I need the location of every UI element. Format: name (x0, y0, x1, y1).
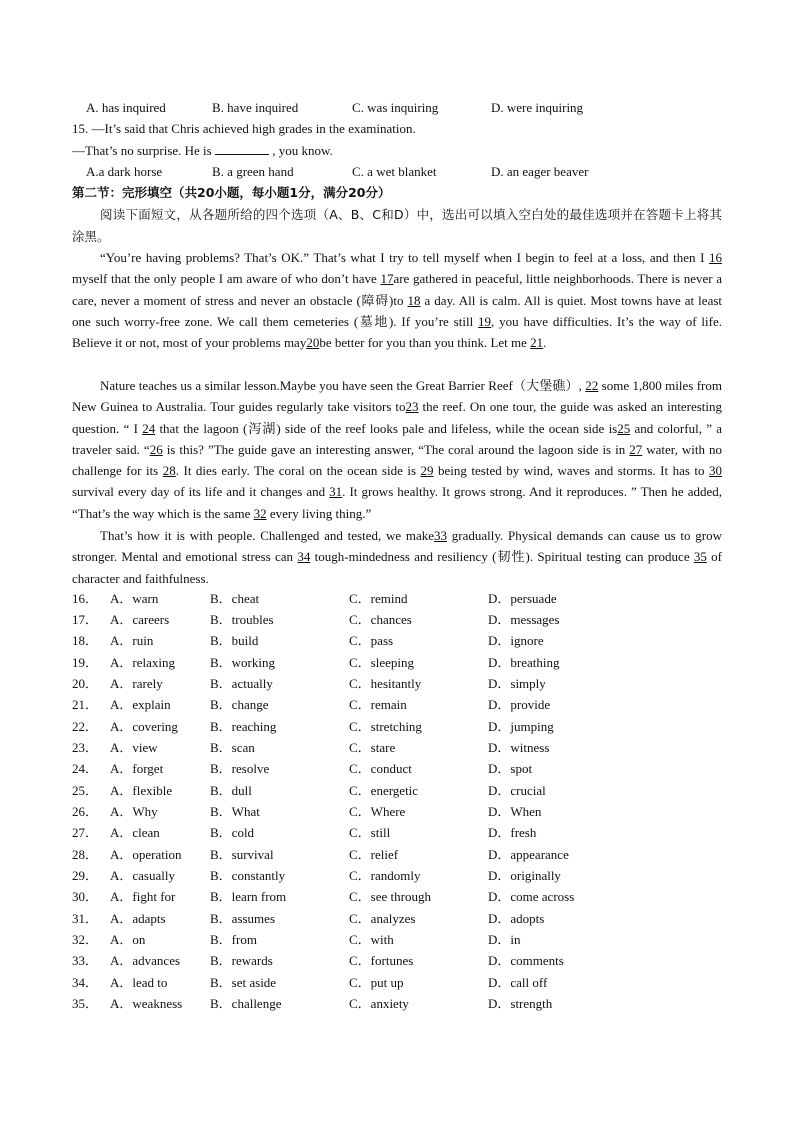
question-number: 35． (72, 996, 99, 1011)
option-c: C．stretching (349, 719, 422, 734)
blank-23: 23 (405, 399, 419, 415)
option-a: A．ruin (110, 633, 154, 648)
blank-33: 33 (434, 528, 448, 543)
question-row (72, 868, 732, 889)
option-b: B．troubles (210, 612, 274, 627)
option-d: D．fresh (488, 825, 537, 840)
passage-text: some 1,800 miles from New Guinea to Australia. Tour guides regularly take visitors to (72, 378, 722, 415)
question-row (72, 975, 732, 996)
option-b: B．change (210, 697, 269, 712)
option-a: A．relaxing (110, 655, 175, 670)
blank-29: 29 (420, 463, 434, 479)
option-c: C．put up (349, 975, 404, 990)
question-number: 17． (72, 612, 99, 627)
option-d: D．call off (488, 975, 548, 990)
q14-option-c: C. was inquiring (352, 100, 439, 115)
option-d: D．ignore (488, 633, 544, 648)
passage-text: That’s how it is with people. Challenged and tested, we make (100, 528, 435, 543)
question-row (72, 633, 732, 654)
option-a: A．flexible (110, 783, 173, 798)
blank-20: 20 (306, 335, 320, 351)
passage-text: water, with no challenge for its (72, 441, 722, 479)
option-d: D．persuade (488, 591, 557, 606)
question-number: 21． (72, 697, 99, 712)
passage-text: that the lagoon (泻湖) side of the reef looks pale and lifeless, while the ocean side is (155, 420, 618, 436)
passage-text: . It grows healthy. It grows strong. And it reproduces. ” Then he added, “That’s the way which is the same (72, 484, 722, 521)
blank-34: 34 (297, 549, 311, 565)
option-a: A．operation (110, 847, 182, 862)
question-row (72, 996, 732, 1017)
q14-option-a: A. has inquired (86, 100, 166, 115)
blank-19: 19 (478, 313, 492, 329)
question-number: 25． (72, 783, 99, 798)
option-b: B．What (210, 804, 260, 819)
passage-text: every living thing.” (266, 505, 372, 521)
question-number: 26． (72, 804, 99, 819)
option-c: C．sleeping (349, 655, 414, 670)
option-b: B．cheat (210, 591, 260, 606)
option-b: B．reaching (210, 719, 277, 734)
option-a: A．advances (110, 953, 181, 968)
blank-28: 28 (162, 463, 176, 479)
passage-text: are gathered in peaceful, little neighborhoods. There is never a care, never a moment of stress and never an obstacle (障碍)to (72, 271, 722, 308)
q15-option-c: C. a wet blanket (352, 164, 437, 179)
option-a: A．rarely (110, 676, 163, 691)
passage-text: being tested by wind, waves and storms. It has to (433, 463, 710, 479)
passage-text: be better for you than you think. Let me (319, 335, 531, 351)
question-row (72, 761, 732, 782)
option-d: D．comments (488, 953, 564, 968)
option-c: C．chances (349, 612, 412, 627)
option-a: A．on (110, 932, 146, 947)
option-c: C．stare (349, 740, 396, 755)
q15-option-b: B. a green hand (212, 164, 294, 179)
question-row (72, 847, 732, 868)
option-b: B．build (210, 633, 259, 648)
question-row (72, 612, 732, 633)
blank-26: 26 (149, 441, 163, 457)
option-a: A．fight for (110, 889, 176, 904)
option-a: A．view (110, 740, 158, 755)
option-c: C．remind (349, 591, 408, 606)
blank-17: 17 (380, 271, 394, 287)
option-b: B．rewards (210, 953, 273, 968)
option-b: B．resolve (210, 761, 270, 776)
option-a: A．forget (110, 761, 164, 776)
blank-35: 35 (693, 549, 707, 565)
passage-text: the reef. On one tour, the guide was asked an interesting question. “ I (72, 399, 723, 436)
question-number: 24． (72, 761, 99, 776)
question-row (72, 697, 732, 718)
option-c: C．anxiety (349, 996, 409, 1011)
passage-paragraph-3 (72, 525, 722, 589)
passage-text: is this? ”The guide gave an interesting answer, “The coral around the lagoon side is in (162, 441, 630, 457)
passage-text: of character and faithfulness. (72, 549, 722, 586)
question-number: 19． (72, 655, 99, 670)
blank-32: 32 (253, 505, 267, 521)
option-a: A．lead to (110, 975, 168, 990)
option-b: B．actually (210, 676, 273, 691)
blank-24: 24 (142, 420, 156, 436)
option-c: C．remain (349, 697, 407, 712)
option-b: B．assumes (210, 911, 276, 926)
option-a: A．careers (110, 612, 170, 627)
option-a: A．Why (110, 804, 158, 819)
blank-18: 18 (407, 292, 421, 308)
question-row (72, 783, 732, 804)
option-d: D．provide (488, 697, 551, 712)
question-number: 18． (72, 633, 99, 648)
question-row (72, 804, 732, 825)
option-d: D．When (488, 804, 542, 819)
option-a: A．clean (110, 825, 160, 840)
passage-text: , you have difficulties. It’s the way of life. Believe it or not, most of your problems may (72, 313, 722, 351)
blank-27: 27 (629, 441, 643, 457)
question-number: 32． (72, 932, 99, 947)
option-d: D．originally (488, 868, 561, 883)
section-instruction: 阅读下面短文，从各题所给的四个选项（A、B、C和D）中，选出可以填入空白处的最佳选项并在答题卡上将其涂黑。 (72, 207, 722, 244)
option-d: D．come across (488, 889, 575, 904)
option-b: B．constantly (210, 868, 286, 883)
option-d: D．simply (488, 676, 546, 691)
q15-option-d: D. an eager beaver (491, 164, 589, 179)
blank-30: 30 (709, 463, 723, 479)
option-d: D．witness (488, 740, 550, 755)
option-c: C．analyzes (349, 911, 416, 926)
passage-text: gradually. Physical demands can cause us to grow stronger. Mental and emotional stress can (72, 528, 722, 565)
option-b: B．cold (210, 825, 255, 840)
q15-reply-after: , you know. (272, 143, 333, 158)
question-row (72, 591, 732, 612)
question-row (72, 953, 732, 974)
passage-text: . (543, 335, 547, 351)
passage-paragraph-2 (72, 375, 722, 524)
question-row (72, 655, 732, 676)
blank-16: 16 (709, 250, 722, 265)
question-row (72, 889, 732, 910)
option-a: A．adapts (110, 911, 166, 926)
option-a: A．weakness (110, 996, 183, 1011)
question-row (72, 932, 732, 953)
option-a: A．covering (110, 719, 178, 734)
option-c: C．hesitantly (349, 676, 422, 691)
q15-reply-before: —That’s no surprise. He is (72, 143, 212, 158)
option-b: B．survival (210, 847, 274, 862)
q15-reply (72, 143, 333, 159)
option-c: C．see through (349, 889, 431, 904)
passage-text: tough-mindedness and resiliency (韧性). Spiritual testing can produce (310, 549, 694, 565)
q15-stem: 15. —It’s said that Chris achieved high grades in the examination. (72, 121, 416, 136)
q14-option-b: B. have inquired (212, 100, 299, 115)
option-d: D．strength (488, 996, 553, 1011)
option-c: C．randomly (349, 868, 421, 883)
question-number: 31． (72, 911, 99, 926)
option-d: D．in (488, 932, 521, 947)
option-b: B．dull (210, 783, 252, 798)
q14-option-d: D. were inquiring (491, 100, 584, 115)
passage-text: myself that the only people I am aware of who don’t have (72, 271, 381, 287)
question-number: 34． (72, 975, 99, 990)
passage-text: “You’re having problems? That’s OK.” That’s what I try to tell myself when I begin to feel at a loss, and then I (100, 250, 709, 265)
question-row (72, 676, 732, 697)
option-b: B．scan (210, 740, 255, 755)
option-d: D．adopts (488, 911, 545, 926)
option-b: B．challenge (210, 996, 282, 1011)
question-number: 33． (72, 953, 99, 968)
passage-text: survival every day of its life and it changes and (72, 484, 330, 500)
option-b: B．from (210, 932, 257, 947)
option-c: C．Where (349, 804, 406, 819)
option-d: D．crucial (488, 783, 546, 798)
question-number: 30． (72, 889, 99, 904)
option-a: A．casually (110, 868, 175, 883)
option-c: C．conduct (349, 761, 412, 776)
question-row (72, 740, 732, 761)
q15-blank (215, 143, 269, 155)
section-heading: 第二节：完形填空（共20小题，每小题1分，满分20分） (72, 185, 391, 200)
blank-31: 31 (329, 484, 343, 500)
question-row (72, 719, 732, 740)
question-number: 27． (72, 825, 99, 840)
option-d: D．breathing (488, 655, 560, 670)
option-c: C．fortunes (349, 953, 414, 968)
question-number: 23． (72, 740, 99, 755)
option-c: C．still (349, 825, 391, 840)
option-b: B．learn from (210, 889, 287, 904)
q15-option-a: A.a dark horse (86, 164, 163, 179)
option-c: C．pass (349, 633, 394, 648)
option-b: B．working (210, 655, 276, 670)
blank-22: 22 (585, 378, 599, 393)
question-number: 29． (72, 868, 99, 883)
option-c: C．energetic (349, 783, 419, 798)
question-number: 28． (72, 847, 99, 862)
option-d: D．spot (488, 761, 533, 776)
question-row (72, 911, 732, 932)
question-row (72, 825, 732, 846)
option-a: A．explain (110, 697, 171, 712)
option-a: A．warn (110, 591, 159, 606)
blank-25: 25 (617, 420, 631, 436)
question-number: 20． (72, 676, 99, 691)
passage-text: a day. All is calm. All is quiet. Most towns have at least one such worry-free zone. We call them cemeteries (墓地). If you’re still (72, 292, 723, 329)
option-d: D．messages (488, 612, 560, 627)
passage-text: and colorful, ” a traveler said. “ (72, 420, 722, 457)
option-c: C．relief (349, 847, 399, 862)
question-number: 22． (72, 719, 99, 734)
question-number: 16． (72, 591, 99, 606)
passage-text: Nature teaches us a similar lesson.Maybe you have seen the Great Barrier Reef（大堡礁）, (100, 378, 586, 393)
option-c: C．with (349, 932, 394, 947)
option-d: D．jumping (488, 719, 554, 734)
option-b: B．set aside (210, 975, 277, 990)
passage-text: . It dies early. The coral on the ocean side is (175, 463, 421, 479)
blank-21: 21 (530, 335, 544, 351)
option-d: D．appearance (488, 847, 569, 862)
passage-paragraph-1 (72, 247, 722, 353)
